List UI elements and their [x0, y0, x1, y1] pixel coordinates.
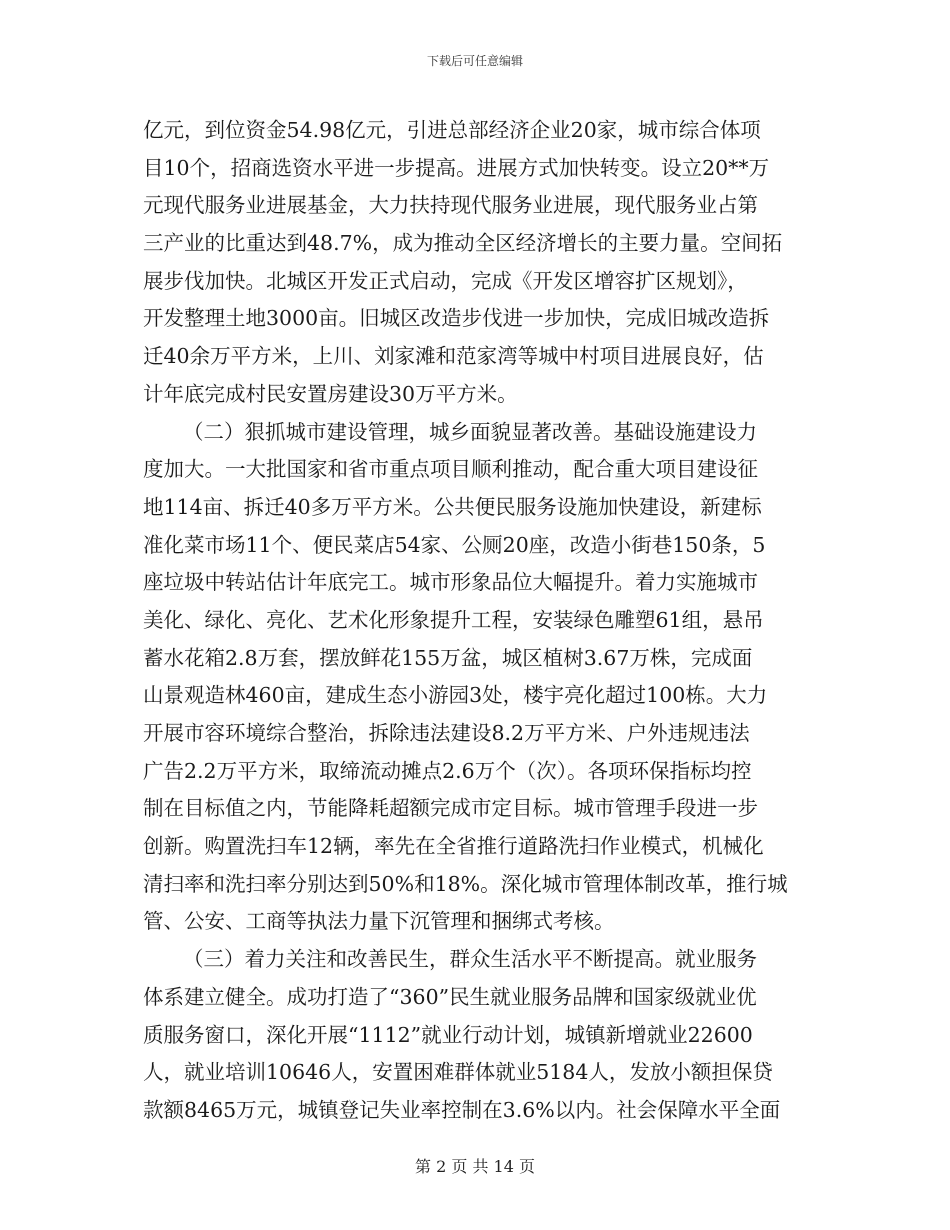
body-line: 美化、绿化、亮化、艺术化形象提升工程，安装绿色雕塑61组，悬吊 — [143, 607, 764, 632]
page-number-footer: 第 2 页 共 14 页 — [415, 1157, 535, 1176]
document-body — [143, 112, 813, 1130]
body-line: 人，就业培训10646人，安置困难群体就业5184人，发放小额担保贷 — [143, 1060, 773, 1085]
body-line: 计年底完成村民安置房建设30万平方米。 — [143, 381, 518, 406]
body-line: 蓄水花箱2.8万套，摆放鲜花155万盆，城区植树3.67万株，完成面 — [143, 645, 753, 670]
body-line: 地114亩、拆迁40多万平方米。公共便民服务设施加快建设，新建标 — [143, 494, 762, 519]
body-line: 款额8465万元，城镇登记失业率控制在3.6%以内。社会保障水平全面 — [143, 1097, 781, 1122]
body-line: 元现代服务业进展基金，大力扶持现代服务业进展，现代服务业占第 — [143, 193, 758, 218]
page-header: 下载后可任意编辑 — [426, 54, 523, 68]
body-line: 体系建立健全。成功打造了“360”民生就业服务品牌和国家级就业优 — [143, 984, 757, 1009]
body-line: 开发整理土地3000亩。旧城区改造步伐进一步加快，完成旧城改造拆 — [143, 306, 770, 331]
body-line: 迁40余万平方米，上川、刘家滩和范家湾等城中村项目进展良好，估 — [143, 344, 764, 369]
body-line: 准化菜市场11个、便民菜店54家、公厕20座，改造小街巷150条，5 — [143, 532, 766, 557]
body-line: 座垃圾中转站估计年底完工。城市形象品位大幅提升。着力实施城市 — [143, 570, 758, 595]
body-line: 山景观造林460亩，建成生态小游园3处，楼宇亮化超过100栋。大力 — [143, 683, 768, 708]
body-line: 管、公安、工商等执法力量下沉管理和捆绑式考核。 — [143, 909, 615, 934]
body-line: 展步伐加快。北城区开发正式启动，完成《开发区增容扩区规划》， — [143, 268, 748, 293]
body-line: 质服务窗口，深化开展“1112”就业行动计划，城镇新增就业22600 — [143, 1022, 753, 1047]
section-heading-line: （二）狠抓城市建设管理，城乡面貌显著改善。基础设施建设力 — [183, 419, 757, 444]
body-line: 度加大。一大批国家和省市重点项目顺利推动，配合重大项目建设征 — [143, 457, 758, 482]
body-line: 亿元，到位资金54.98亿元，引进总部经济企业20家，城市综合体项 — [143, 118, 761, 142]
body-line: 清扫率和洗扫率分别达到50%和18%。深化城市管理体制改革，推行城 — [143, 871, 788, 896]
body-line: 开展市容环境综合整治，拆除违法建设8.2万平方米、户外违规违法 — [143, 721, 750, 745]
body-line: 三产业的比重达到48.7%，成为推动全区经济增长的主要力量。空间拓 — [143, 231, 783, 256]
body-line: 广告2.2万平方米，取缔流动摊点2.6万个（次）。各项环保指标均控 — [143, 758, 752, 783]
section-heading-line: （三）着力关注和改善民生，群众生活水平不断提高。就业服务 — [183, 947, 757, 972]
body-line: 创新。购置洗扫车12辆，率先在全省推行道路洗扫作业模式，机械化 — [143, 834, 764, 859]
body-line: 制在目标值之内，节能降耗超额完成市定目标。城市管理手段进一步 — [143, 796, 758, 821]
body-line: 目10个，招商选资水平进一步提高。进展方式加快转变。设立20**万 — [143, 155, 770, 180]
